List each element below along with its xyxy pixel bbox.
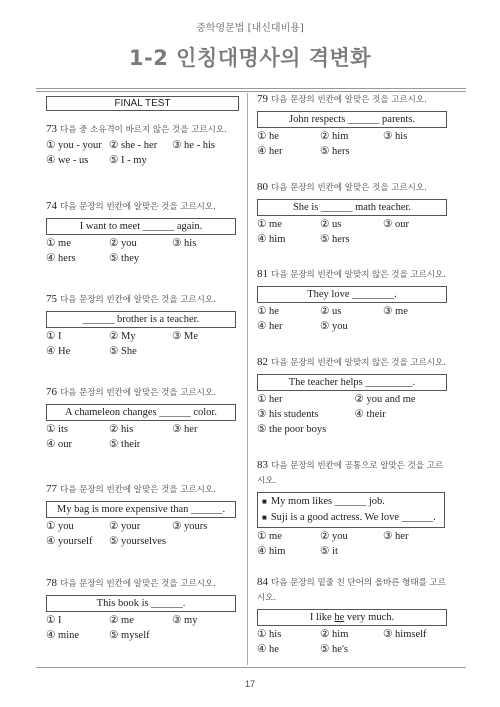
option-2[interactable]: ② him: [320, 131, 349, 142]
option-1[interactable]: ① I: [46, 615, 62, 626]
options-row: [257, 304, 452, 319]
option-5[interactable]: ⑤ it: [320, 546, 338, 557]
question-number: 75: [46, 293, 57, 305]
question-text: 다음 문장의 빈칸에 알맞은 것을 고르시오.: [271, 183, 427, 193]
underlined-word: he: [334, 612, 345, 623]
question-prompt: [46, 576, 241, 592]
question-number: 78: [46, 577, 57, 589]
sentence-box: I want to meet ______ again.: [46, 218, 236, 235]
options-row: [257, 422, 452, 437]
question-number: 74: [46, 200, 57, 212]
option-1[interactable]: ① me: [46, 238, 71, 249]
options-row: [46, 422, 241, 437]
option-5[interactable]: ⑤ myself: [109, 630, 150, 641]
sentence-text-post: very much.: [344, 612, 395, 623]
sentence-box: The teacher helps _________.: [257, 374, 447, 391]
options-row: [46, 437, 241, 452]
options-row: [257, 144, 452, 159]
option-4[interactable]: ④ we - us: [46, 155, 89, 166]
options-row: [257, 319, 452, 334]
question-text: 다음 문장의 빈칸에 알맞은 것을 고르시오.: [60, 485, 216, 495]
option-5[interactable]: ⑤ I - my: [109, 155, 147, 166]
question-prompt: [257, 92, 452, 108]
option-3[interactable]: ③ her: [383, 531, 409, 542]
option-2[interactable]: ② your: [109, 521, 141, 532]
option-5[interactable]: ⑤ he's: [320, 644, 348, 655]
option-4[interactable]: ④ hers: [46, 253, 76, 264]
question-74: [46, 199, 241, 266]
page-title: 1-2 인칭대명사의 격변화: [128, 46, 372, 70]
option-4[interactable]: ④ him: [257, 234, 286, 245]
option-4[interactable]: ④ he: [257, 644, 279, 655]
option-2[interactable]: ② me: [109, 615, 134, 626]
question-81: [257, 267, 452, 334]
option-2[interactable]: ② him: [320, 629, 349, 640]
option-2[interactable]: ② My: [109, 331, 136, 342]
question-text: 다음 문장의 빈칸에 알맞지 않은 것을 고르시오.: [271, 270, 446, 280]
question-number: 82: [257, 356, 268, 368]
option-1[interactable]: ① you - your: [46, 140, 102, 151]
option-5[interactable]: ⑤ She: [109, 346, 137, 357]
option-2[interactable]: ② you: [109, 238, 137, 249]
question-prompt: [46, 292, 241, 308]
options-row: [46, 138, 241, 153]
page-number: 17: [244, 679, 255, 689]
option-5[interactable]: ⑤ they: [109, 253, 140, 264]
question-73: [46, 122, 241, 168]
option-5[interactable]: ⑤ you: [320, 321, 348, 332]
option-5[interactable]: ⑤ yourselves: [109, 536, 166, 547]
question-number: 83: [257, 459, 268, 471]
question-prompt: [257, 355, 452, 371]
sentence-line: [262, 510, 440, 526]
sentence-box: John respects ______ parents.: [257, 111, 447, 128]
option-1[interactable]: ① you: [46, 521, 74, 532]
option-3[interactable]: ③ his students: [257, 409, 319, 420]
question-prompt: [257, 458, 447, 489]
question-number: 84: [257, 576, 268, 588]
options-row: [257, 544, 452, 559]
options-row: [257, 392, 452, 407]
options-row: [46, 236, 241, 251]
option-4[interactable]: ④ yourself: [46, 536, 93, 547]
question-82: [257, 355, 452, 437]
sentence-box: [257, 492, 445, 528]
question-text: 다음 중 소유격이 바르지 않은 것을 고르시오.: [60, 125, 227, 135]
option-4[interactable]: ④ him: [257, 546, 286, 557]
option-2[interactable]: ② us: [320, 219, 342, 230]
question-77: [46, 482, 241, 549]
book-subtitle: 중학영문법 [내신대비용]: [196, 23, 304, 34]
question-text: 다음 문장의 빈칸에 알맞은 것을 고르시오.: [60, 202, 216, 212]
option-4[interactable]: ④ her: [257, 146, 283, 157]
option-1[interactable]: ① me: [257, 219, 282, 230]
question-number: 73: [46, 123, 57, 135]
question-prompt: [46, 385, 241, 401]
question-text: 다음 문장의 빈칸에 공통으로 알맞은 것을 고르시오.: [257, 461, 444, 486]
option-4[interactable]: ④ their: [354, 409, 386, 420]
options-row: [46, 329, 241, 344]
question-text: 다음 문장의 빈칸에 알맞은 것을 고르시오.: [60, 579, 216, 589]
question-80: [257, 180, 452, 247]
option-3[interactable]: ③ my: [172, 615, 198, 626]
option-3[interactable]: ③ he - his: [172, 140, 215, 151]
question-76: [46, 385, 241, 452]
options-row: [46, 251, 241, 266]
sentence-text: My mom likes ______ job.: [270, 496, 385, 507]
sentence-box: [257, 609, 447, 626]
question-number: 77: [46, 483, 57, 495]
option-3[interactable]: ③ his: [383, 131, 408, 142]
sentence-text-pre: I like: [309, 612, 335, 623]
question-number: 80: [257, 181, 268, 193]
option-5[interactable]: ⑤ the poor boys: [257, 424, 327, 435]
option-5[interactable]: ⑤ hers: [320, 234, 350, 245]
final-test-banner: FINAL TEST: [46, 96, 239, 111]
sentence-box: This book is ______.: [46, 595, 236, 612]
options-row: [257, 407, 452, 422]
question-83: [257, 458, 452, 559]
options-row: [46, 534, 241, 549]
options-row: [257, 529, 452, 544]
options-row: [46, 153, 241, 168]
question-78: [46, 576, 241, 643]
option-5[interactable]: ⑤ their: [109, 439, 141, 450]
option-3[interactable]: ③ yours: [172, 521, 208, 532]
question-84: [257, 575, 452, 657]
question-prompt: [46, 482, 241, 498]
option-2[interactable]: ② she - her: [109, 140, 158, 151]
question-text: 다음 문장의 빈칸에 알맞지 않은 것을 고르시오.: [271, 358, 446, 368]
bullet-square-icon: ■: [262, 513, 267, 522]
option-3[interactable]: ③ himself: [383, 629, 427, 640]
options-row: [46, 519, 241, 534]
option-3[interactable]: ③ his: [172, 238, 197, 249]
bottom-rule: [36, 667, 466, 668]
option-2[interactable]: ② us: [320, 306, 342, 317]
question-text: 다음 문장의 빈칸에 알맞은 것을 고르시오.: [271, 95, 427, 105]
question-prompt: [257, 267, 452, 283]
sentence-text: Suji is a good actress. We love ______.: [270, 512, 436, 523]
option-3[interactable]: ③ our: [383, 219, 410, 230]
option-1[interactable]: ① her: [257, 394, 283, 405]
option-2[interactable]: ② you: [320, 531, 348, 542]
question-prompt: [46, 122, 241, 138]
option-1[interactable]: ① me: [257, 531, 282, 542]
option-4[interactable]: ④ our: [46, 439, 73, 450]
question-text: 다음 문장의 밑줄 친 단어의 올바른 형태를 고르시오.: [257, 578, 446, 603]
option-3[interactable]: ③ Me: [172, 331, 199, 342]
sentence-box: A chameleon changes ______ color.: [46, 404, 236, 421]
option-4[interactable]: ④ He: [46, 346, 71, 357]
sentence-box: She is ______ math teacher.: [257, 199, 447, 216]
options-row: [257, 217, 452, 232]
bullet-square-icon: ■: [262, 497, 267, 506]
options-row: [257, 627, 452, 642]
sentence-box: My bag is more expensive than ______.: [46, 501, 236, 518]
option-1[interactable]: ① he: [257, 306, 279, 317]
option-5[interactable]: ⑤ hers: [320, 146, 350, 157]
question-text: 다음 문장의 빈칸에 알맞은 것을 고르시오.: [60, 388, 216, 398]
option-1[interactable]: ① its: [46, 424, 68, 435]
option-1[interactable]: ① his: [257, 629, 282, 640]
question-text: 다음 문장의 빈칸에 알맞은 것을 고르시오.: [60, 295, 216, 305]
option-1[interactable]: ① I: [46, 331, 62, 342]
column-divider: [247, 93, 248, 665]
question-number: 76: [46, 386, 57, 398]
question-number: 79: [257, 93, 268, 105]
sentence-box: They love ________.: [257, 286, 447, 303]
question-prompt: [46, 199, 241, 215]
option-4[interactable]: ④ mine: [46, 630, 80, 641]
top-rule: [36, 88, 466, 89]
sentence-box: ______ brother is a teacher.: [46, 311, 236, 328]
question-prompt: [257, 575, 447, 606]
option-2[interactable]: ② his: [109, 424, 134, 435]
options-row: [257, 129, 452, 144]
options-row: [46, 613, 241, 628]
question-prompt: [257, 180, 452, 196]
options-row: [46, 344, 241, 359]
question-number: 81: [257, 268, 268, 280]
options-row: [257, 642, 452, 657]
option-1[interactable]: ① he: [257, 131, 279, 142]
option-3[interactable]: ③ her: [172, 424, 198, 435]
option-3[interactable]: ③ me: [383, 306, 408, 317]
option-2[interactable]: ② you and me: [354, 394, 416, 405]
options-row: [46, 628, 241, 643]
option-4[interactable]: ④ her: [257, 321, 283, 332]
sentence-line: [262, 494, 440, 510]
question-75: [46, 292, 241, 359]
options-row: [257, 232, 452, 247]
question-79: [257, 92, 452, 159]
